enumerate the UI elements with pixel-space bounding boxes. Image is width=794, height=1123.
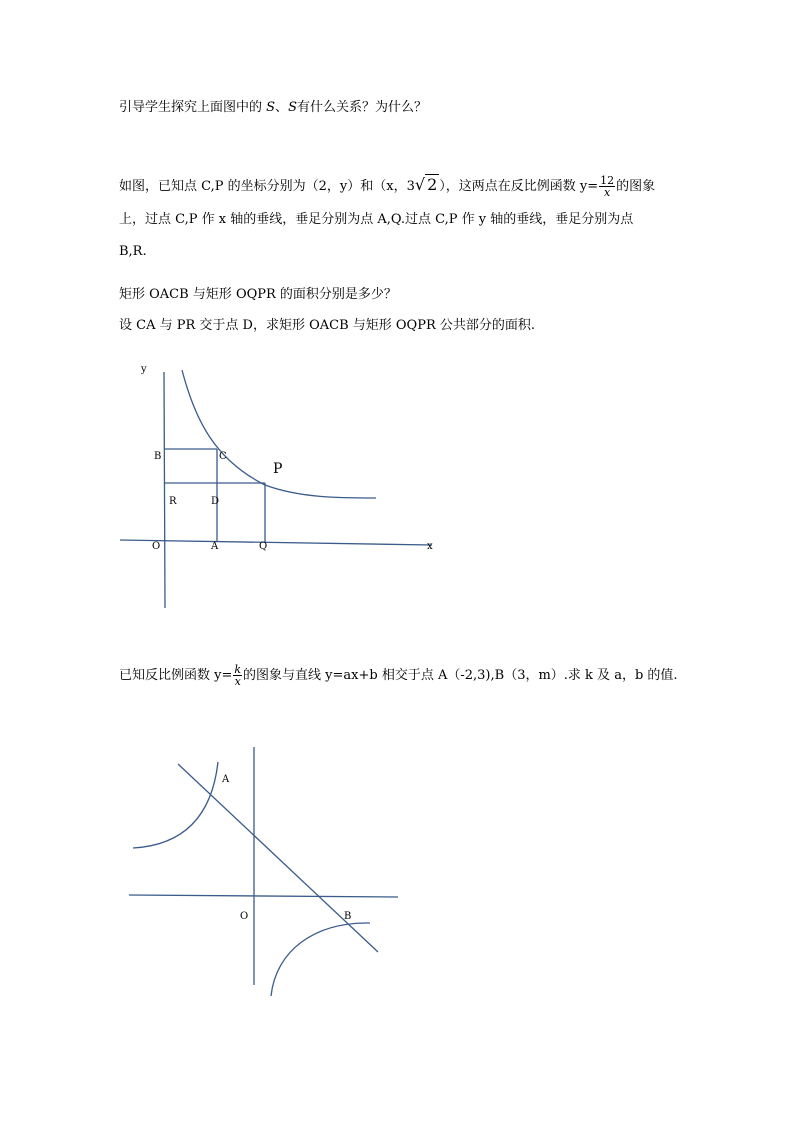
fig1-label-x: x: [427, 541, 433, 552]
q3-text-b: 的图象与直线 y=ax+b 相交于点 A（-2,3),B（3，m）.求 k 及 a，b 的值.: [243, 668, 678, 683]
q2-line1-a: 如图，已知点 C,P 的坐标分别为（2，y）和（x，3: [119, 179, 415, 194]
question-2-line-5: 设 CA 与 PR 交于点 D，求矩形 OACB 与矩形 OQPR 公共部分的面积.: [119, 318, 536, 333]
fig1-label-a: A: [211, 541, 219, 552]
frac-num: 12: [600, 174, 615, 187]
fig1-label-d: D: [211, 496, 220, 507]
q1-s2: S: [288, 100, 297, 115]
question-2-line-3: B,R.: [119, 244, 147, 259]
fig1-label-o: O: [152, 541, 161, 552]
fig1-label-p: P: [273, 461, 283, 477]
sqrt-symbol: √ 2: [414, 175, 438, 194]
fig1-label-b: B: [154, 451, 162, 462]
fig1-label-q: Q: [259, 541, 268, 552]
fig1-label-c: C: [219, 451, 227, 462]
frac-den: x: [604, 186, 611, 199]
q1-text-b: 有什么关系？为什么？: [296, 100, 427, 115]
fig2-x-axis: [129, 895, 398, 897]
q1-s1: S: [266, 100, 276, 115]
fig1-label-r: R: [169, 496, 177, 507]
q3-frac-num: k: [234, 663, 242, 676]
fig2-label-a: A: [222, 774, 230, 785]
q2-line1-b: ），这两点在反比例函数 y=: [439, 179, 599, 194]
fig2-hyperbola-lower-right: [271, 923, 370, 996]
question-2-line-4: 矩形 OACB 与矩形 OQPR 的面积分别是多少？: [119, 287, 397, 302]
q1-text-a: 引导学生探究上面图中的: [119, 100, 267, 115]
sqrt-value: 2: [427, 175, 438, 194]
fig2-label-b: B: [344, 911, 352, 922]
q1-sep: 、: [275, 100, 289, 115]
fig2-hyperbola-upper-left: [133, 762, 218, 848]
question-2-line-2: 上，过点 C,P 作 x 轴的垂线，垂足分别为点 A,Q.过点 C,P 作 y 轴的垂线，垂足分别为点: [119, 212, 634, 227]
q3-frac-den: x: [234, 675, 241, 688]
fig1-label-y: y: [141, 364, 147, 375]
q3-text-a: 已知反比例函数 y=: [119, 668, 233, 683]
fig2-label-o: O: [240, 911, 249, 922]
q2-line1-c: 的图象: [616, 179, 656, 194]
